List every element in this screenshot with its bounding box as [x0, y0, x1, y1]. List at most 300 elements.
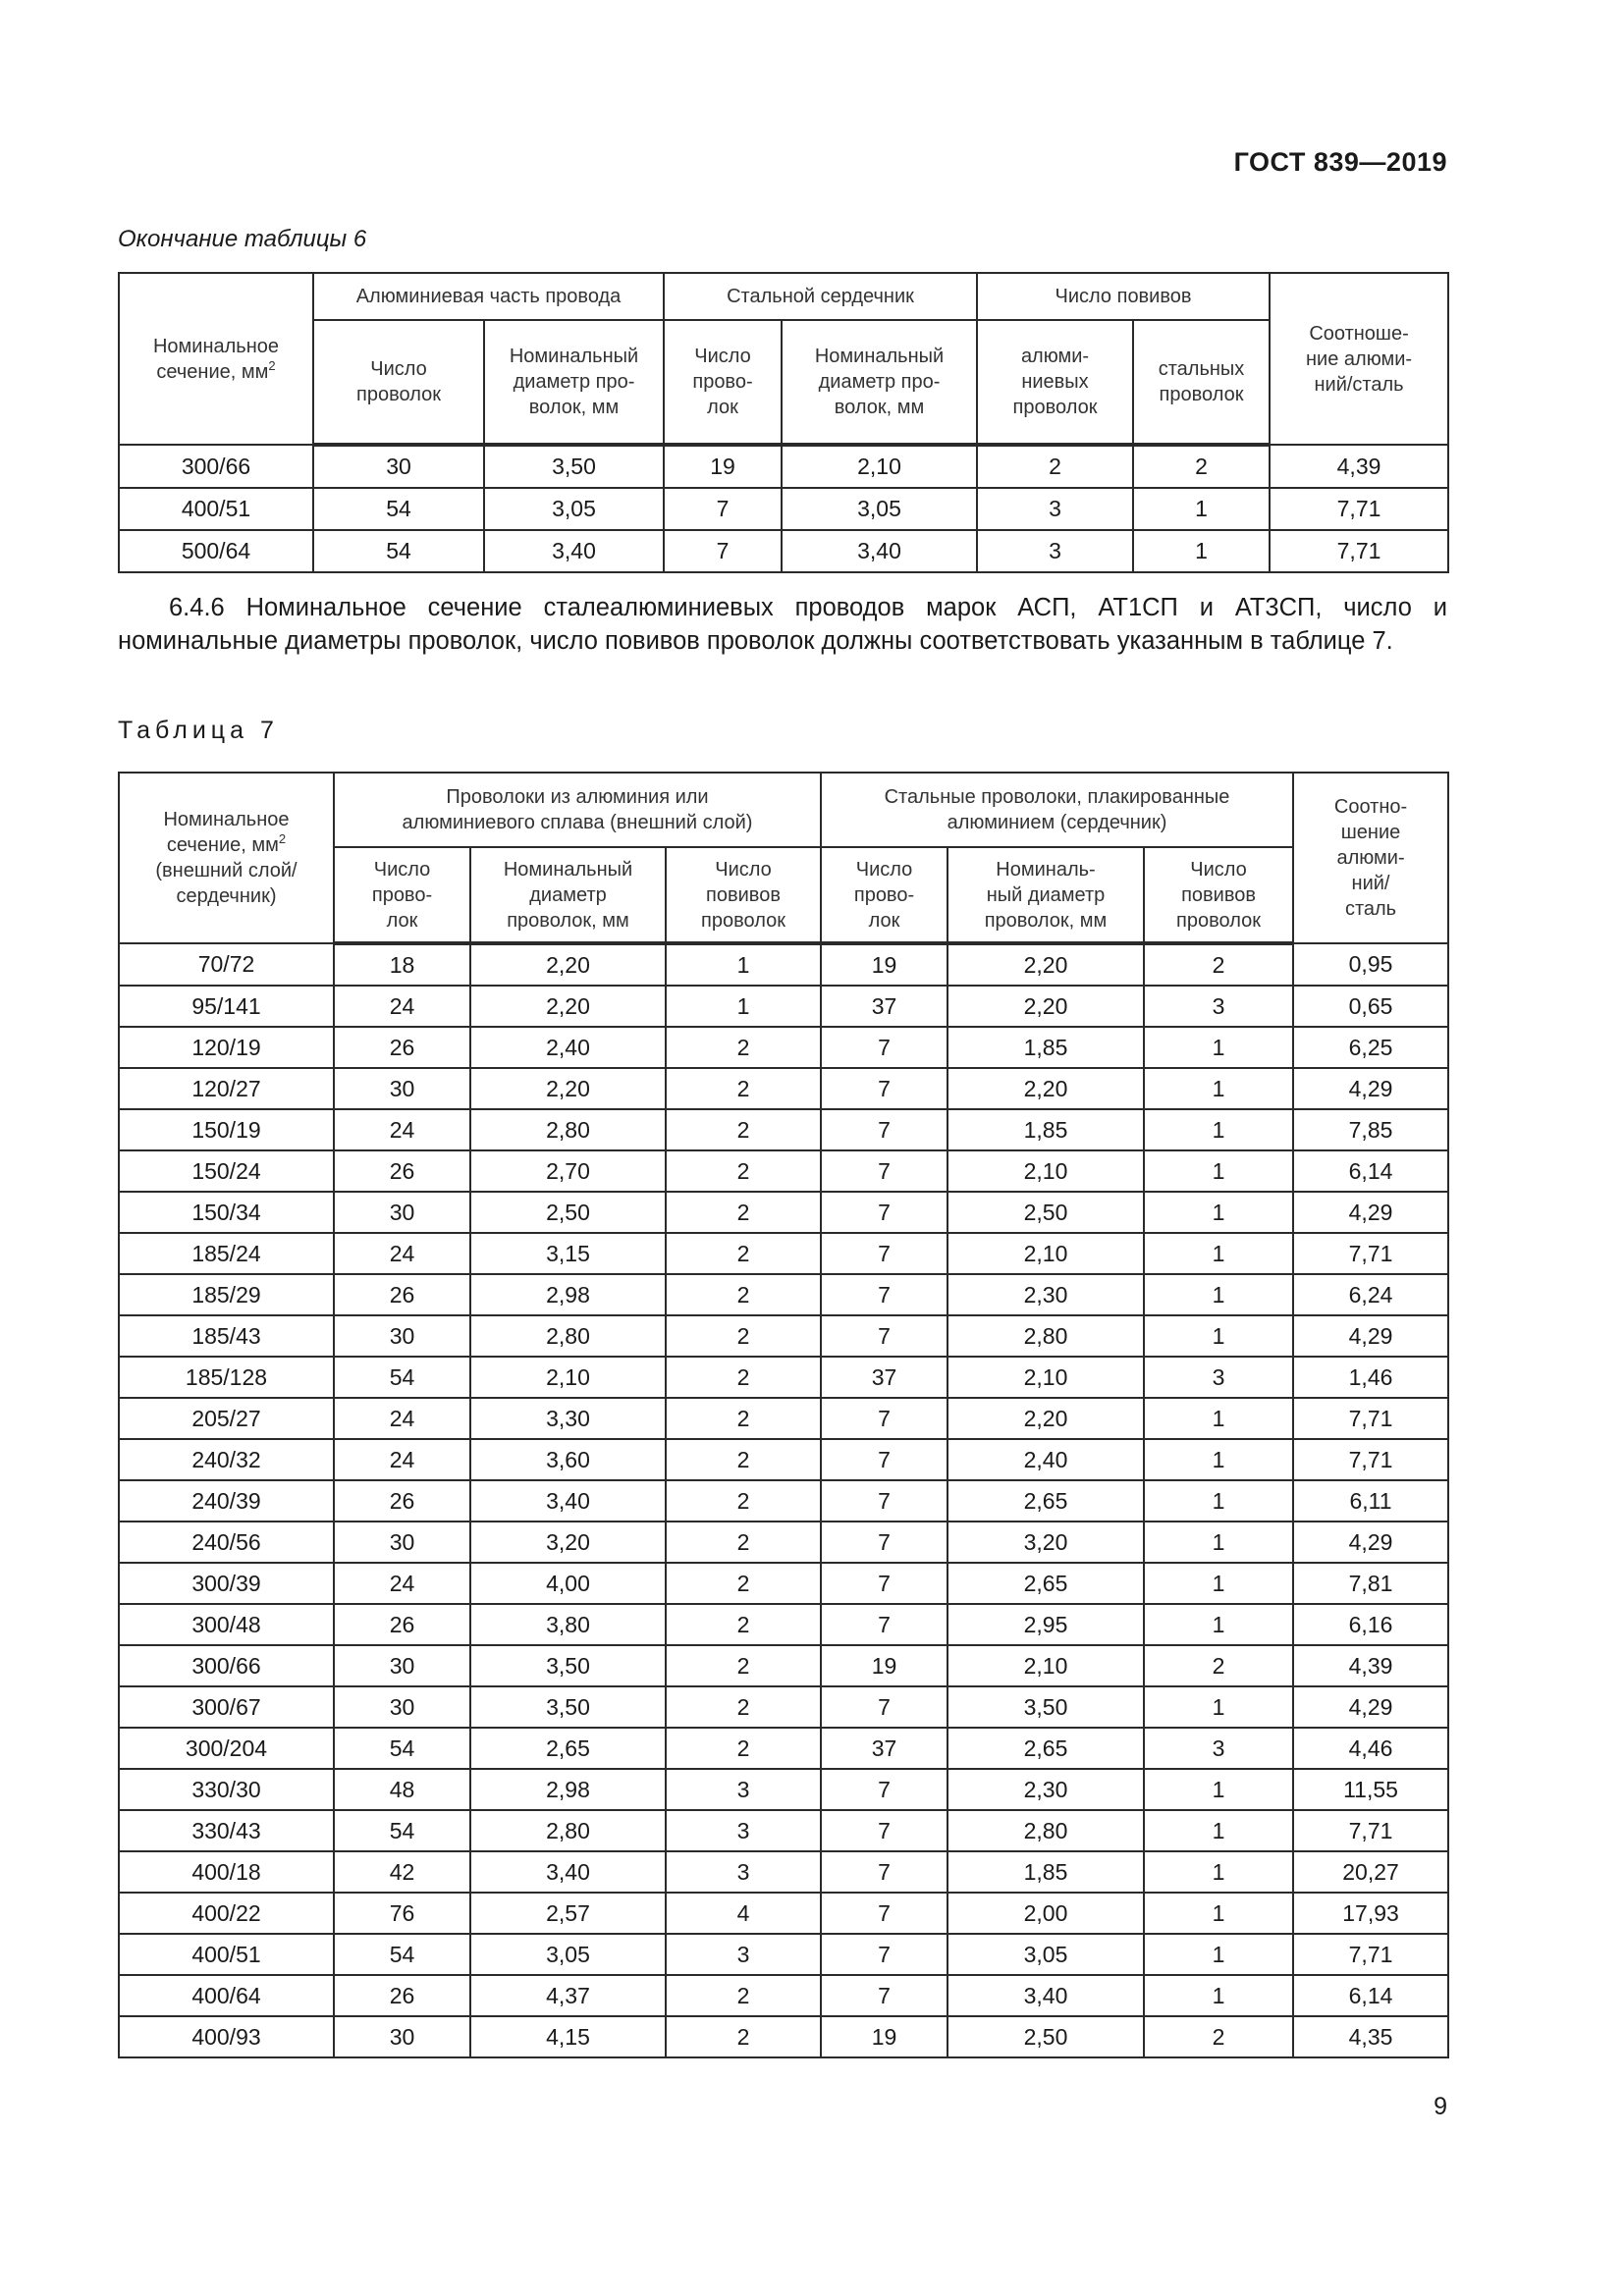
- table-cell: 2,57: [470, 1893, 666, 1934]
- table-cell: 2: [666, 1604, 821, 1645]
- table-cell: 24: [334, 986, 470, 1027]
- table-cell: 4,29: [1293, 1315, 1448, 1357]
- table-cell: 1: [1144, 1274, 1293, 1315]
- table-cell: 2,20: [947, 1068, 1144, 1109]
- table-row: [119, 943, 1448, 986]
- table-cell: 6,25: [1293, 1027, 1448, 1068]
- table-cell: 2,10: [947, 1150, 1144, 1192]
- table-cell: 3,40: [470, 1480, 666, 1522]
- table-cell: 2: [666, 1068, 821, 1109]
- table-cell: 7: [821, 1233, 947, 1274]
- table-cell: 24: [334, 1439, 470, 1480]
- table-cell: 6,11: [1293, 1480, 1448, 1522]
- table-cell: 7,81: [1293, 1563, 1448, 1604]
- table-cell: 18: [334, 943, 470, 986]
- table-cell: 54: [334, 1357, 470, 1398]
- table-cell: 2: [666, 1686, 821, 1728]
- table7-header-ratio: Соотно- шение алюми- ний/ сталь: [1293, 773, 1448, 943]
- table-cell: 7: [821, 1398, 947, 1439]
- table-cell: 2,50: [947, 1192, 1144, 1233]
- table-cell: 2,10: [947, 1233, 1144, 1274]
- table-cell: 2: [1144, 1645, 1293, 1686]
- table-cell: 2,20: [947, 1398, 1144, 1439]
- table-cell: 150/24: [119, 1150, 334, 1192]
- table-cell: 1: [1144, 1563, 1293, 1604]
- table-cell: 0,95: [1293, 943, 1448, 986]
- table-cell: 7: [821, 1522, 947, 1563]
- table-cell: 17,93: [1293, 1893, 1448, 1934]
- table-cell: 2,65: [470, 1728, 666, 1769]
- table-row: [119, 1893, 1448, 1934]
- table-cell: 2: [666, 1645, 821, 1686]
- table-cell: 300/66: [119, 445, 313, 488]
- table-cell: 2,30: [947, 1769, 1144, 1810]
- table-cell: 2: [666, 1192, 821, 1233]
- table-cell: 2: [666, 2016, 821, 2057]
- table6-header-steel-core: Стальной сердечник: [664, 273, 977, 320]
- table-cell: 3: [666, 1851, 821, 1893]
- table-cell: 30: [334, 1068, 470, 1109]
- table-cell: 2,20: [947, 986, 1144, 1027]
- table-cell: 24: [334, 1109, 470, 1150]
- table-cell: 7: [821, 1604, 947, 1645]
- table-cell: 26: [334, 1274, 470, 1315]
- table-cell: 70/72: [119, 943, 334, 986]
- table-cell: 1: [1144, 1027, 1293, 1068]
- table-cell: 150/34: [119, 1192, 334, 1233]
- table-cell: 4,15: [470, 2016, 666, 2057]
- table-cell: 2: [666, 1728, 821, 1769]
- table-cell: 185/29: [119, 1274, 334, 1315]
- table-cell: 330/30: [119, 1769, 334, 1810]
- table-cell: 7,85: [1293, 1109, 1448, 1150]
- table-cell: 0,65: [1293, 986, 1448, 1027]
- table-cell: 1: [1144, 1686, 1293, 1728]
- table-cell: 7: [821, 1934, 947, 1975]
- table6-header-al-lays: алюми- ниевых проволок: [977, 320, 1133, 445]
- table-row: [119, 1027, 1448, 1068]
- table6-header-ratio: Соотноше- ние алюми- ний/сталь: [1270, 273, 1448, 445]
- table-cell: 30: [334, 2016, 470, 2057]
- table-cell: 2,70: [470, 1150, 666, 1192]
- table-cell: 4,29: [1293, 1068, 1448, 1109]
- table-cell: 400/18: [119, 1851, 334, 1893]
- table-cell: 3: [666, 1934, 821, 1975]
- table-cell: 3,20: [470, 1522, 666, 1563]
- table6-header-st-wire-diameter: Номинальный диаметр про- волок, мм: [782, 320, 977, 445]
- table-cell: 3: [1144, 986, 1293, 1027]
- table-row: [119, 1233, 1448, 1274]
- table-cell: 3,05: [470, 1934, 666, 1975]
- table-row: [119, 986, 1448, 1027]
- table-cell: 19: [664, 445, 782, 488]
- table-cell: 2,00: [947, 1893, 1144, 1934]
- table-row: [119, 488, 1448, 530]
- table-cell: 7,71: [1293, 1810, 1448, 1851]
- table-cell: 2,20: [470, 1068, 666, 1109]
- table-cell: 3: [1144, 1357, 1293, 1398]
- table-cell: 3,50: [470, 1645, 666, 1686]
- table-cell: 150/19: [119, 1109, 334, 1150]
- table-cell: 54: [313, 488, 484, 530]
- table-row: [119, 1851, 1448, 1893]
- table-cell: 4,35: [1293, 2016, 1448, 2057]
- table-cell: 54: [334, 1934, 470, 1975]
- table-cell: 1: [1144, 1851, 1293, 1893]
- table-cell: 2: [666, 1274, 821, 1315]
- table-cell: 1,46: [1293, 1357, 1448, 1398]
- table-cell: 2,80: [470, 1109, 666, 1150]
- table-cell: 7,71: [1293, 1398, 1448, 1439]
- table6-body: [119, 445, 1448, 572]
- table-cell: 2: [1144, 943, 1293, 986]
- table-cell: 1: [1144, 1068, 1293, 1109]
- table-cell: 3: [666, 1769, 821, 1810]
- table-cell: 3,60: [470, 1439, 666, 1480]
- table-cell: 1: [1144, 1522, 1293, 1563]
- table-cell: 2,65: [947, 1480, 1144, 1522]
- table-cell: 1: [1133, 530, 1270, 572]
- table-cell: 3,40: [470, 1851, 666, 1893]
- table-cell: 37: [821, 1728, 947, 1769]
- table-row: [119, 1274, 1448, 1315]
- table-cell: 1: [1144, 1150, 1293, 1192]
- table6-header-st-wire-count: Число прово- лок: [664, 320, 782, 445]
- table-cell: 24: [334, 1563, 470, 1604]
- table-row: [119, 1315, 1448, 1357]
- clause-6-4-6: [118, 591, 1447, 658]
- table-cell: 2: [666, 1563, 821, 1604]
- table-cell: 2: [666, 1975, 821, 2016]
- table-cell: 1: [1144, 1934, 1293, 1975]
- table-cell: 185/128: [119, 1357, 334, 1398]
- table7-header-aluminum-wires: Проволоки из алюминия или алюминиевого сплава (внешний слой): [334, 773, 821, 847]
- table6-header-lay-count: Число повивов: [977, 273, 1270, 320]
- table-row: [119, 1645, 1448, 1686]
- table-cell: 24: [334, 1398, 470, 1439]
- table-cell: 1: [1144, 1439, 1293, 1480]
- table-cell: 2: [666, 1522, 821, 1563]
- table-cell: 1: [666, 986, 821, 1027]
- table-cell: 1: [1144, 1893, 1293, 1934]
- table-cell: 2,65: [947, 1728, 1144, 1769]
- table-cell: 2: [666, 1109, 821, 1150]
- table-cell: 2: [1133, 445, 1270, 488]
- table-cell: 4,29: [1293, 1522, 1448, 1563]
- table-cell: 3,50: [947, 1686, 1144, 1728]
- table-row: [119, 1975, 1448, 2016]
- table-cell: 3,20: [947, 1522, 1144, 1563]
- table-cell: 1: [1144, 1315, 1293, 1357]
- table-cell: 2,50: [470, 1192, 666, 1233]
- table-cell: 2,80: [470, 1810, 666, 1851]
- table-cell: 300/67: [119, 1686, 334, 1728]
- table6-header-st-lays: стальных проволок: [1133, 320, 1270, 445]
- table-cell: 24: [334, 1233, 470, 1274]
- table-cell: 54: [334, 1810, 470, 1851]
- table-row: [119, 1604, 1448, 1645]
- table-cell: 3: [666, 1810, 821, 1851]
- table-cell: 7: [821, 1893, 947, 1934]
- table-cell: 42: [334, 1851, 470, 1893]
- table-cell: 2: [666, 1027, 821, 1068]
- table-cell: 2: [666, 1315, 821, 1357]
- table-row: [119, 1398, 1448, 1439]
- table-cell: 1: [1133, 488, 1270, 530]
- table6-header-al-wire-count: Число проволок: [313, 320, 484, 445]
- table-cell: 1: [1144, 1480, 1293, 1522]
- table-cell: 20,27: [1293, 1851, 1448, 1893]
- table-cell: 37: [821, 1357, 947, 1398]
- table-row: [119, 1068, 1448, 1109]
- table-cell: 240/56: [119, 1522, 334, 1563]
- table-cell: 330/43: [119, 1810, 334, 1851]
- table-cell: 7,71: [1293, 1934, 1448, 1975]
- table-cell: 2,50: [947, 2016, 1144, 2057]
- table-cell: 37: [821, 986, 947, 1027]
- document-code: ГОСТ 839—2019: [1233, 147, 1447, 177]
- table7-header-st-wire-count: Число прово- лок: [821, 847, 947, 943]
- table-cell: 2,80: [947, 1810, 1144, 1851]
- table-cell: 19: [821, 1645, 947, 1686]
- table-row: [119, 1728, 1448, 1769]
- table-cell: 4,39: [1270, 445, 1448, 488]
- table6-header-aluminum-part: Алюминиевая часть провода: [313, 273, 664, 320]
- table-cell: 1: [1144, 1604, 1293, 1645]
- table-cell: 26: [334, 1975, 470, 2016]
- table-cell: 4: [666, 1893, 821, 1934]
- table-row: [119, 1934, 1448, 1975]
- table-cell: 7: [821, 1439, 947, 1480]
- table-cell: 6,14: [1293, 1975, 1448, 2016]
- clause-6-4-6-text: 6.4.6 Номинальное сечение сталеалюминиевых проводов марок АСП, АТ1СП и АТ3СП, число и номинальные диаметры проволок, число повивов проволок должны соответствовать указанным в таблице 7.: [118, 594, 1447, 655]
- table7-header-al-wire-count: Число прово- лок: [334, 847, 470, 943]
- table-cell: 2,65: [947, 1563, 1144, 1604]
- table-cell: 7: [664, 530, 782, 572]
- table-cell: 7: [821, 1027, 947, 1068]
- table-cell: 11,55: [1293, 1769, 1448, 1810]
- table-cell: 185/24: [119, 1233, 334, 1274]
- table-cell: 4,00: [470, 1563, 666, 1604]
- table-6: [118, 272, 1449, 573]
- table-cell: 2,20: [470, 943, 666, 986]
- table-cell: 300/39: [119, 1563, 334, 1604]
- table-cell: 7: [821, 1563, 947, 1604]
- table-cell: 6,14: [1293, 1150, 1448, 1192]
- table-cell: 1: [666, 943, 821, 986]
- table-cell: 30: [313, 445, 484, 488]
- table7-header-al-lays: Число повивов проволок: [666, 847, 821, 943]
- table-cell: 4,29: [1293, 1686, 1448, 1728]
- table-cell: 1: [1144, 1192, 1293, 1233]
- table-cell: 48: [334, 1769, 470, 1810]
- table-cell: 2,10: [470, 1357, 666, 1398]
- table-row: [119, 1769, 1448, 1810]
- table-cell: 30: [334, 1645, 470, 1686]
- table-cell: 2: [977, 445, 1133, 488]
- table-cell: 400/93: [119, 2016, 334, 2057]
- table-cell: 7: [821, 1480, 947, 1522]
- table-cell: 2,10: [782, 445, 977, 488]
- table-row: [119, 1810, 1448, 1851]
- table-cell: 3,40: [484, 530, 664, 572]
- table-cell: 2: [1144, 2016, 1293, 2057]
- table-row: [119, 1686, 1448, 1728]
- table-row: [119, 1563, 1448, 1604]
- table-cell: 30: [334, 1192, 470, 1233]
- table-cell: 30: [334, 1315, 470, 1357]
- table7-caption: Таблица 7: [118, 717, 279, 744]
- table7-header-st-lays: Число повивов проволок: [1144, 847, 1293, 943]
- table-cell: 26: [334, 1150, 470, 1192]
- table-cell: 7,71: [1270, 530, 1448, 572]
- table-cell: 7: [821, 1810, 947, 1851]
- table-cell: 2,10: [947, 1357, 1144, 1398]
- table-cell: 1: [1144, 1233, 1293, 1274]
- table-cell: 120/19: [119, 1027, 334, 1068]
- table-cell: 185/43: [119, 1315, 334, 1357]
- table-cell: 3,05: [782, 488, 977, 530]
- table-cell: 2,10: [947, 1645, 1144, 1686]
- table-cell: 3,30: [470, 1398, 666, 1439]
- table-cell: 76: [334, 1893, 470, 1934]
- table-cell: 3: [1144, 1728, 1293, 1769]
- table-cell: 300/66: [119, 1645, 334, 1686]
- table-cell: 3,05: [947, 1934, 1144, 1975]
- table7-header-nominal-section: Номинальное сечение, $мм^2$ (внешний слой/ сердечник): [119, 773, 334, 943]
- table-cell: 7: [821, 1851, 947, 1893]
- table-cell: 2: [666, 1357, 821, 1398]
- table-cell: 4,46: [1293, 1728, 1448, 1769]
- table-cell: 7: [821, 1975, 947, 2016]
- table-cell: 3,80: [470, 1604, 666, 1645]
- table-cell: 3,40: [947, 1975, 1144, 2016]
- table-cell: 7: [821, 1068, 947, 1109]
- table-cell: 54: [313, 530, 484, 572]
- table-cell: 400/64: [119, 1975, 334, 2016]
- table-cell: 2: [666, 1398, 821, 1439]
- table-cell: 3,50: [470, 1686, 666, 1728]
- table-cell: 2,40: [947, 1439, 1144, 1480]
- table-cell: 7: [821, 1686, 947, 1728]
- table-cell: 2,40: [470, 1027, 666, 1068]
- table-cell: 6,16: [1293, 1604, 1448, 1645]
- table-row: [119, 1150, 1448, 1192]
- table6-caption: Окончание таблицы 6: [118, 226, 367, 252]
- table-cell: 2: [666, 1439, 821, 1480]
- table-cell: 1: [1144, 1975, 1293, 2016]
- table-cell: 6,24: [1293, 1274, 1448, 1315]
- table-cell: 1,85: [947, 1851, 1144, 1893]
- table-row: [119, 1192, 1448, 1233]
- table-cell: 205/27: [119, 1398, 334, 1439]
- table-cell: 300/48: [119, 1604, 334, 1645]
- table-cell: 1: [1144, 1109, 1293, 1150]
- table-cell: 300/204: [119, 1728, 334, 1769]
- table-cell: 19: [821, 2016, 947, 2057]
- table-row: [119, 2016, 1448, 2057]
- table-cell: 400/51: [119, 488, 313, 530]
- table-cell: 7: [821, 1192, 947, 1233]
- table-row: [119, 1480, 1448, 1522]
- table-row: [119, 445, 1448, 488]
- table-cell: 4,29: [1293, 1192, 1448, 1233]
- table7-body: [119, 943, 1448, 2057]
- table-cell: 2,95: [947, 1604, 1144, 1645]
- table-cell: 7: [821, 1150, 947, 1192]
- table-cell: 2,98: [470, 1274, 666, 1315]
- table-cell: 26: [334, 1027, 470, 1068]
- table-cell: 400/22: [119, 1893, 334, 1934]
- table-cell: 1,85: [947, 1109, 1144, 1150]
- table-cell: 7: [821, 1769, 947, 1810]
- table-cell: 54: [334, 1728, 470, 1769]
- table-cell: 7,71: [1270, 488, 1448, 530]
- table-cell: 1: [1144, 1769, 1293, 1810]
- table-cell: 120/27: [119, 1068, 334, 1109]
- table-cell: 1,85: [947, 1027, 1144, 1068]
- table-cell: 240/32: [119, 1439, 334, 1480]
- table-cell: 7: [821, 1274, 947, 1315]
- table-cell: 2: [666, 1150, 821, 1192]
- table-row: [119, 1357, 1448, 1398]
- table-cell: 240/39: [119, 1480, 334, 1522]
- table-cell: 26: [334, 1604, 470, 1645]
- table-cell: 2: [666, 1480, 821, 1522]
- table-cell: 3,05: [484, 488, 664, 530]
- table-cell: 2,20: [470, 986, 666, 1027]
- table-cell: 7,71: [1293, 1439, 1448, 1480]
- table-cell: 7,71: [1293, 1233, 1448, 1274]
- table-cell: 26: [334, 1480, 470, 1522]
- table7-header-al-wire-diameter: Номинальный диаметр проволок, мм: [470, 847, 666, 943]
- table-cell: 7: [821, 1315, 947, 1357]
- table-cell: 2,80: [470, 1315, 666, 1357]
- table-cell: 500/64: [119, 530, 313, 572]
- table-cell: 2,30: [947, 1274, 1144, 1315]
- table-cell: 4,39: [1293, 1645, 1448, 1686]
- table-cell: 3,50: [484, 445, 664, 488]
- table6-header-nominal-section: Номинальное сечение, $мм^2$: [119, 273, 313, 445]
- table-cell: 2: [666, 1233, 821, 1274]
- table-cell: 2,20: [947, 943, 1144, 986]
- table-row: [119, 530, 1448, 572]
- table7-header-steel-wires: Стальные проволоки, плакированные алюминием (сердечник): [821, 773, 1293, 847]
- table-cell: 30: [334, 1686, 470, 1728]
- table-row: [119, 1109, 1448, 1150]
- table-7: [118, 772, 1449, 2058]
- table-cell: 3: [977, 488, 1133, 530]
- table-row: [119, 1439, 1448, 1480]
- table-cell: 1: [1144, 1398, 1293, 1439]
- table-cell: 4,37: [470, 1975, 666, 2016]
- table-cell: 7: [664, 488, 782, 530]
- table-cell: 95/141: [119, 986, 334, 1027]
- table-cell: 7: [821, 1109, 947, 1150]
- table-cell: 3,15: [470, 1233, 666, 1274]
- table6-header-al-wire-diameter: Номинальный диаметр про- волок, мм: [484, 320, 664, 445]
- table-cell: 400/51: [119, 1934, 334, 1975]
- table7-header-st-wire-diameter: Номиналь- ный диаметр проволок, мм: [947, 847, 1144, 943]
- table-cell: 1: [1144, 1810, 1293, 1851]
- table-cell: 2,80: [947, 1315, 1144, 1357]
- table-row: [119, 1522, 1448, 1563]
- table-cell: 2,98: [470, 1769, 666, 1810]
- table-cell: 30: [334, 1522, 470, 1563]
- table-cell: 3,40: [782, 530, 977, 572]
- table-cell: 3: [977, 530, 1133, 572]
- table-cell: 19: [821, 943, 947, 986]
